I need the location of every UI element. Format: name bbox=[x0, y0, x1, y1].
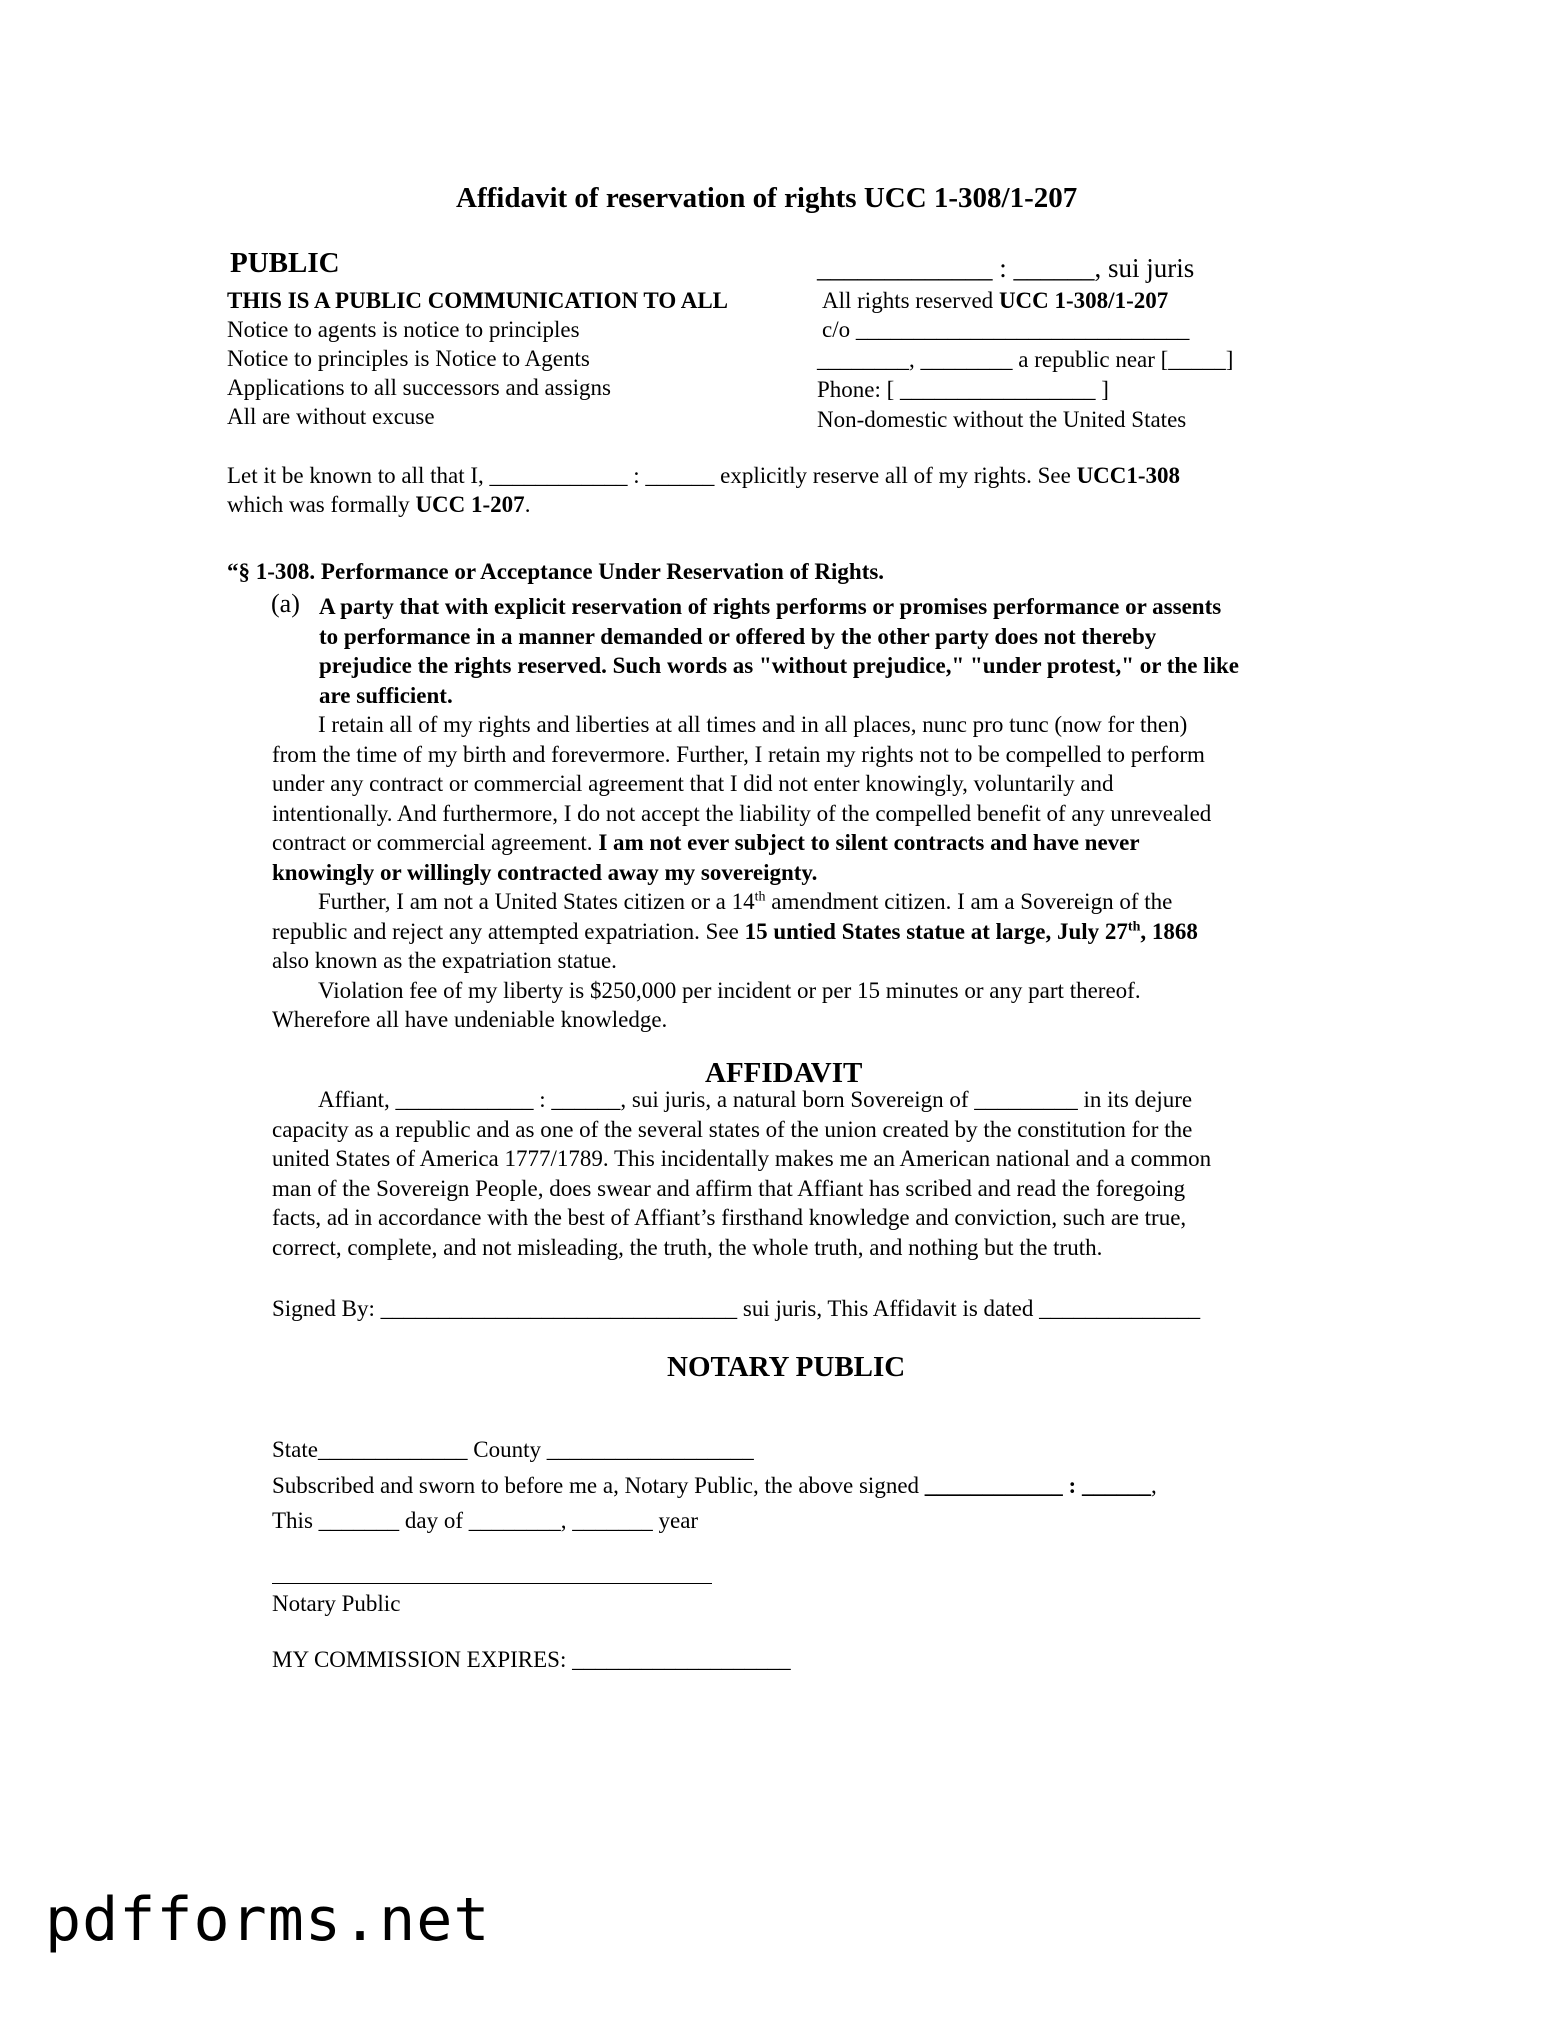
successors-line: Applications to all successors and assigns bbox=[227, 375, 611, 400]
rights-paragraphs bbox=[272, 710, 1211, 1035]
section-a-label: (a) bbox=[271, 589, 300, 618]
section-a-line: to performance in a manner demanded or offered by the other party does not thereby bbox=[319, 623, 1157, 649]
public-communication-line: THIS IS A PUBLIC COMMUNICATION TO ALL bbox=[227, 288, 729, 313]
expatriation-line bbox=[272, 917, 1211, 947]
intro-ucc-ref: UCC1-308 bbox=[1076, 463, 1181, 488]
document-title: Affidavit of reservation of rights UCC 1-308/1-207 bbox=[456, 182, 1078, 214]
statute-ref bbox=[745, 919, 1198, 944]
watermark-logo: pdfforms.net bbox=[45, 1885, 491, 1955]
affidavit-line: man of the Sovereign People, does swear and affirm that Affiant has scribed and read the foregoing bbox=[272, 1175, 1186, 1201]
silent-contracts-text: I am not ever subject to silent contracts and have never bbox=[598, 830, 1140, 855]
intro-period: . bbox=[524, 492, 531, 517]
paragraph-line bbox=[272, 828, 1211, 858]
section-a-line: are sufficient. bbox=[319, 682, 453, 708]
non-domestic-line: Non-domestic without the United States bbox=[817, 407, 1187, 432]
intro-text: Let it be known to all that I, ____________ : ______ explicitly reserve all of my rights. See bbox=[227, 463, 1077, 488]
notice-principles-line: Notice to principles is Notice to Agents bbox=[227, 346, 590, 371]
expatriation-statue-line: also known as the expatriation statue. bbox=[272, 948, 617, 973]
phone-line: Phone: [ _________________ ] bbox=[817, 377, 1109, 402]
state-county-line[interactable]: State_____________ County __________________ bbox=[272, 1437, 754, 1462]
republic-line: ________, ________ a republic near [_____] bbox=[817, 347, 1234, 372]
citizen-line bbox=[272, 887, 1211, 917]
notary-public-label: Notary Public bbox=[272, 1591, 401, 1616]
affidavit-line: correct, complete, and not misleading, the truth, the whole truth, and nothing but the truth. bbox=[272, 1234, 1103, 1260]
paragraph-line: from the time of my birth and forevermore. Further, I retain my rights not to be compelled to perform bbox=[272, 741, 1205, 767]
affidavit-text bbox=[272, 1085, 1211, 1262]
affidavit-line: united States of America 1777/1789. This incidentally makes me an American national and a common bbox=[272, 1146, 1212, 1171]
subscribed-line bbox=[272, 1471, 1157, 1501]
subscribed-text: Subscribed and sworn to before me a, Notary Public, the above signed bbox=[272, 1473, 925, 1498]
rights-reserved-line bbox=[822, 286, 1168, 316]
subscribed-blank[interactable]: ____________ : ______ bbox=[924, 1473, 1151, 1498]
intro-line-2 bbox=[227, 490, 530, 520]
sovereignty-line: knowingly or willingly contracted away my sovereignty. bbox=[272, 859, 818, 885]
intro-formerly-ucc: UCC 1-207 bbox=[415, 492, 525, 517]
without-excuse-line: All are without excuse bbox=[227, 404, 435, 429]
superscript-th: th bbox=[754, 889, 766, 905]
statute-year: , 1868 bbox=[1140, 918, 1198, 944]
care-of-line: c/o _____________________________ bbox=[822, 317, 1190, 342]
paragraph-line: under any contract or commercial agreement that I did not enter knowingly, voluntarily and bbox=[272, 771, 1114, 796]
commission-expires-line bbox=[272, 1645, 791, 1675]
notary-signature-line[interactable] bbox=[272, 1583, 712, 1584]
knowledge-line: Wherefore all have undeniable knowledge. bbox=[272, 1007, 668, 1032]
intro-formerly-text: which was formally bbox=[227, 492, 416, 517]
citizen-text-b: amendment citizen. I am a Sovereign of the bbox=[765, 889, 1173, 914]
intro-line-1 bbox=[227, 461, 1180, 491]
paragraph-text: contract or commercial agreement. bbox=[272, 830, 599, 855]
expatriation-text: republic and reject any attempted expatriation. See bbox=[272, 918, 745, 944]
affidavit-line: capacity as a republic and as one of the several states of the union created by the constitution for the bbox=[272, 1116, 1193, 1142]
section-a-text bbox=[319, 592, 1239, 710]
section-a-line: A party that with explicit reservation of rights performs or promises performance or assents bbox=[319, 594, 1222, 619]
rights-reserved-prefix: All rights reserved bbox=[822, 288, 999, 313]
superscript-th: th bbox=[1127, 918, 1141, 934]
notice-agents-line: Notice to agents is notice to principles bbox=[227, 317, 580, 342]
signed-by-line[interactable]: Signed By: _______________________________ sui juris, This Affidavit is dated ______________ bbox=[272, 1296, 1201, 1321]
affidavit-line: facts, ad in accordance with the best of Affiant’s firsthand knowledge and conviction, such are true, bbox=[272, 1205, 1187, 1230]
date-line[interactable]: This _______ day of ________, _______ year bbox=[272, 1508, 699, 1533]
commission-label: MY COMMISSION EXPIRES: bbox=[272, 1647, 573, 1672]
affidavit-line: Affiant, ____________ : ______, sui juris, a natural born Sovereign of _________ in its dejure bbox=[318, 1087, 1193, 1112]
notary-heading: NOTARY PUBLIC bbox=[667, 1351, 906, 1383]
commission-blank[interactable]: ___________________ bbox=[572, 1647, 791, 1672]
rights-reserved-ucc: UCC 1-308/1-207 bbox=[998, 288, 1169, 313]
subscribed-comma: , bbox=[1150, 1473, 1157, 1498]
statute-ref-text: 15 untied States statue at large, July 27 bbox=[744, 918, 1128, 944]
public-heading: PUBLIC bbox=[230, 247, 340, 279]
citizen-text-a: Further, I am not a United States citizen or a 14 bbox=[318, 889, 755, 914]
affidavit-heading: AFFIDAVIT bbox=[705, 1057, 863, 1089]
sui-juris-name-line: _____________ : ______, sui juris bbox=[817, 253, 1195, 283]
paragraph-line: intentionally. And furthermore, I do not accept the liability of the compelled benefit of any unrevealed bbox=[272, 800, 1212, 826]
section-a-line: prejudice the rights reserved. Such words as "without prejudice," "under protest," or the like bbox=[319, 653, 1239, 678]
section-heading: “§ 1-308. Performance or Acceptance Under Reservation of Rights. bbox=[227, 559, 885, 584]
paragraph-line: I retain all of my rights and liberties at all times and in all places, nunc pro tunc (now for then) bbox=[318, 712, 1188, 737]
violation-fee-line: Violation fee of my liberty is $250,000 per incident or per 15 minutes or any part thereof. bbox=[318, 977, 1141, 1003]
